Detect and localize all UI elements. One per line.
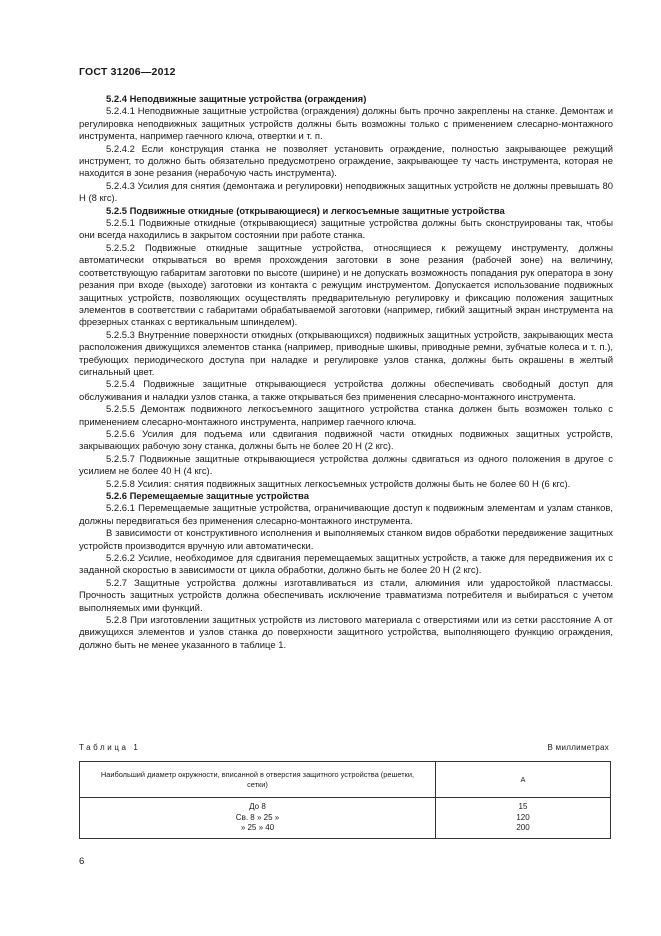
document-header: ГОСТ 31206—2012 [79,66,176,78]
table-caption-row [79,743,613,757]
paragraph: 5.2.6.1 Перемещаемые защитные устройства, ограничивающие доступ к подвижным элементам и узлам станков, должны передвигаться без применения слесарно-монтажного инструмента. [79,503,613,527]
section-heading-5-2-4: 5.2.4 Неподвижные защитные устройства (ограждения) [106,94,367,105]
document-body [79,94,613,652]
paragraph: 5.2.5.8 Усилия: снятия подвижных защитных легкосъемных устройств должны быть не более 60 Н (6 кгс). [106,478,571,490]
paragraph: 5.2.5.7 Подвижные защитные открывающиеся устройства должны сдвигаться из одного положения в другое с усилием не более 40 Н (4 кгс). [79,453,613,478]
table-header-diameter: Наибольший диаметр окружности, вписанной в отверстия защитного устройства (решетки, сетки) [80,762,436,798]
table-1 [79,761,611,839]
paragraph: 5.2.5.3 Внутренние поверхности откидных (открывающихся) подвижных защитных устройств, закрывающих места расположения движущихся элементов станка (например, приводные шкивы, приводные ремни, зубчатые колеса и т. п.), требующих периодического доступа при наладке и регулировке узлов станка, должны быть окрашены в желтый сигнальный цвет. [79,329,613,378]
table-units: В миллиметрах [547,743,609,752]
paragraph: 5.2.6.2 Усилие, необходимое для сдвигания перемещаемых защитных устройств, а также для передвижения их с заданной скоростью в зависимости от цикла обработки, должно быть не более 20 Н (2 кгс). [79,553,613,577]
table-header-row [80,762,611,798]
paragraph: 5.2.4.1 Неподвижные защитные устройства (ограждения) должны быть прочно закреплены на станке. Демонтаж и регулировка неподвижных защитных устройств должны быть возможны только с применением слесарно-монтажного инструмента, например гаечного ключа, отвертки и т. п. [79,106,613,143]
distance-value: 15 [518,802,528,812]
paragraph: 5.2.5.6 Усилия для подъема или сдвигания подвижной части откидных подвижных защитных устройств, закрывающих рабочую зону станка, должны быть не более 20 Н (2 кгс). [79,428,613,453]
paragraph: 5.2.7 Защитные устройства должны изготавливаться из стали, алюминия или ударостойкой пластмассы. Прочность защитных устройств должна обеспечивать исключение травматизма потребителя и выбираться с учетом выполняемых ими функций. [79,577,613,614]
table-row [80,798,611,839]
paragraph: 5.2.5.4 Подвижные защитные открывающиеся устройства должны обеспечивать свободный доступ для обслуживания и наладки узлов станка, а также открываться без применения слесарно-монтажного инструмента. [79,379,613,403]
diameter-range: До 8 [249,802,266,812]
paragraph: В зависимости от конструктивного исполнения и выполняемых станком видов обработки передвижение защитных устройств производится вручную или автоматически. [79,528,613,552]
table-caption: Таблица 1 [79,743,141,752]
table-header-distance: А [436,762,611,798]
paragraph: 5.2.5.5 Демонтаж подвижного легкосъемного защитного устройства станка должен быть возможен только с применением слесарно-монтажного инструмента, например гаечного ключа. [79,404,613,428]
diameter-range: Св. 8 » 25 » [235,812,280,822]
table-cell-diameters [80,798,436,839]
distance-value: 120 [516,812,530,822]
paragraph: 5.2.5.1 Подвижные откидные (открывающиеся) защитные устройства должны быть сконструированы так, чтобы они всегда находились в закрытом состоянии при работе станка. [79,218,613,242]
distance-value: 200 [516,823,530,833]
table-cell-distances [436,798,611,839]
paragraph: 5.2.5.2 Подвижные откидные защитные устройства, относящиеся к режущему инструменту, должны автоматически открываться во время прохождения заготовки в зоне резания (рабочей зоне) на величину, соответствующую габаритам заготовки по высоте (ширине) и не допускать возможность попадания рук оператора в зону резания при входе (выходе) заготовки из контакта с режущим инструментом. Допускается использование подвижных защитных устройств, позволяющих осуществлять предварительную регулировку и фиксацию положения защитных элементов в соответствии с габаритами обрабатываемой заготовки (например, гибкий защитный экран инструмента на фрезерных станках с вертикальным шпинделем). [79,242,613,329]
paragraph: 5.2.8 При изготовлении защитных устройств из листового материала с отверстиями или из сетки расстояние А от движущихся элементов и узлов станка до поверхности защитного устройства, выполняющего функцию ограждения, должно быть не менее указанного в таблице 1. [79,615,613,651]
page-number: 6 [79,856,85,867]
section-heading-5-2-6: 5.2.6 Перемещаемые защитные устройства [106,491,309,502]
diameter-range: » 25 » 40 [240,823,275,833]
section-heading-5-2-5: 5.2.5 Подвижные откидные (открывающиеся) и легкосъемные защитные устройства [106,205,505,217]
paragraph: 5.2.4.3 Усилия для снятия (демонтажа и регулировки) неподвижных защитных устройств не должны превышать 80 Н (8 кгс). [79,180,613,205]
paragraph: 5.2.4.2 Если конструкция станка не позволяет установить ограждение, полностью закрывающее режущий инструмент, то должно быть обязательно предусмотрено ограждение, закрывающее ту часть инструмента, которая не находится в зоне резания (нерабочую часть инструмента). [79,143,613,180]
